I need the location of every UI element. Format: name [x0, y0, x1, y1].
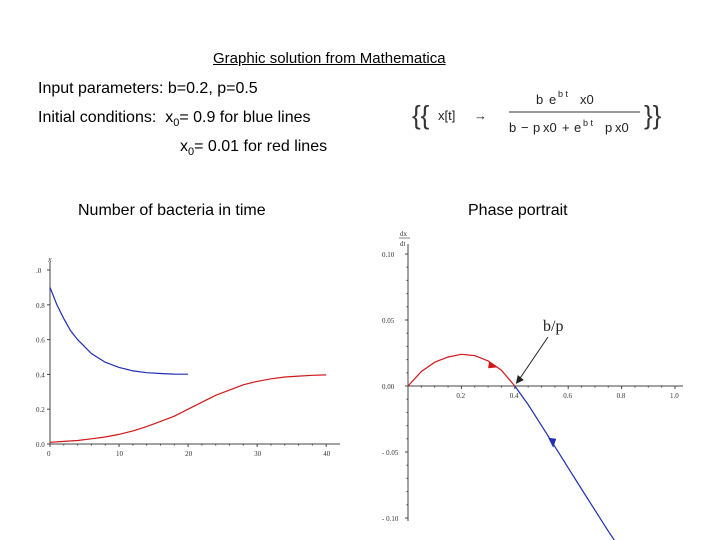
right-y-tick-label: - 0.05 — [382, 449, 399, 457]
left-y-tick-label: 0.6 — [36, 336, 45, 345]
formula-den-exp: b t — [583, 118, 594, 128]
right-chart-caption: Phase portrait — [468, 202, 568, 219]
right-x-tick-label: 0.8 — [616, 392, 626, 400]
right-series-line-red — [408, 354, 515, 386]
formula-den-b: b — [509, 120, 517, 135]
right-y-label-den: dt — [400, 240, 406, 248]
formula-num-x0: x0 — [580, 92, 594, 107]
right-y-tick-label: 0.10 — [382, 251, 395, 259]
right-x-tick-label: 0.2 — [456, 392, 466, 400]
left-y-tick-label: .0 — [36, 267, 42, 275]
ic-red-var: x — [180, 138, 188, 155]
formula-num-exp: b t — [558, 90, 569, 99]
left-x-tick-label: 40 — [323, 450, 331, 458]
right-y-label-num: dx — [400, 230, 407, 238]
annotation-pointer-head — [516, 375, 524, 384]
right-series-line-blue — [515, 386, 649, 540]
formula-num-e: e — [549, 92, 557, 107]
right-x-tick-label: 1.0 — [670, 392, 679, 400]
formula-den-plus: + — [562, 120, 570, 135]
equilibrium-annotation: b/p — [543, 318, 564, 335]
formula-den-x02: x0 — [615, 120, 629, 135]
ic-red-sub: 0 — [188, 146, 195, 159]
left-x-tick-label: 20 — [185, 450, 193, 458]
formula-open-braces: {{ — [412, 100, 430, 130]
ic-blue-var: x — [165, 109, 174, 126]
formula-den-minus: − — [521, 120, 529, 135]
left-y-axis-label: x — [48, 255, 52, 264]
left-y-tick-label: 0.0 — [36, 441, 45, 449]
left-x-tick-label: 30 — [254, 450, 262, 458]
right-y-tick-label: 0.05 — [382, 317, 395, 325]
annotation-pointer-line — [519, 337, 548, 380]
formula-den-p: p — [533, 120, 541, 135]
formula-den-p2: p — [605, 120, 613, 135]
left-y-tick-label: 0.2 — [36, 406, 45, 415]
formula-arrow: → — [474, 108, 487, 123]
left-y-tick-label: 0.4 — [36, 371, 45, 380]
right-x-tick-label: 0.4 — [509, 392, 519, 400]
ic-label: Initial conditions: — [38, 109, 157, 126]
ic-blue-sub: 0 — [173, 117, 180, 130]
left-x-tick-label: 10 — [116, 450, 124, 458]
left-y-tick-label: 0.8 — [36, 301, 45, 310]
left-chart-caption: Number of bacteria in time — [78, 202, 266, 219]
right-x-tick-label: 0.6 — [563, 392, 572, 400]
right-y-tick-label: 0.00 — [382, 383, 395, 391]
right-y-tick-label: - 0.10 — [382, 515, 399, 523]
left-x-tick-label: 0 — [47, 450, 51, 458]
formula-den-e: e — [574, 120, 582, 135]
ic-blue-rest: = 0.9 for blue lines — [179, 109, 311, 126]
formula-den-x0: x0 — [543, 120, 557, 135]
ic-red-rest: = 0.01 for red lines — [194, 138, 328, 155]
formula-num-b: b — [536, 92, 544, 107]
formula-lhs: x[t] — [438, 108, 456, 123]
red-direction-arrow — [488, 361, 498, 368]
slide-title: Graphic solution from Mathematica — [213, 50, 446, 67]
input-parameters: Input parameters: b=0.2, p=0.5 — [38, 80, 258, 97]
formula-close-braces: }} — [644, 100, 662, 130]
